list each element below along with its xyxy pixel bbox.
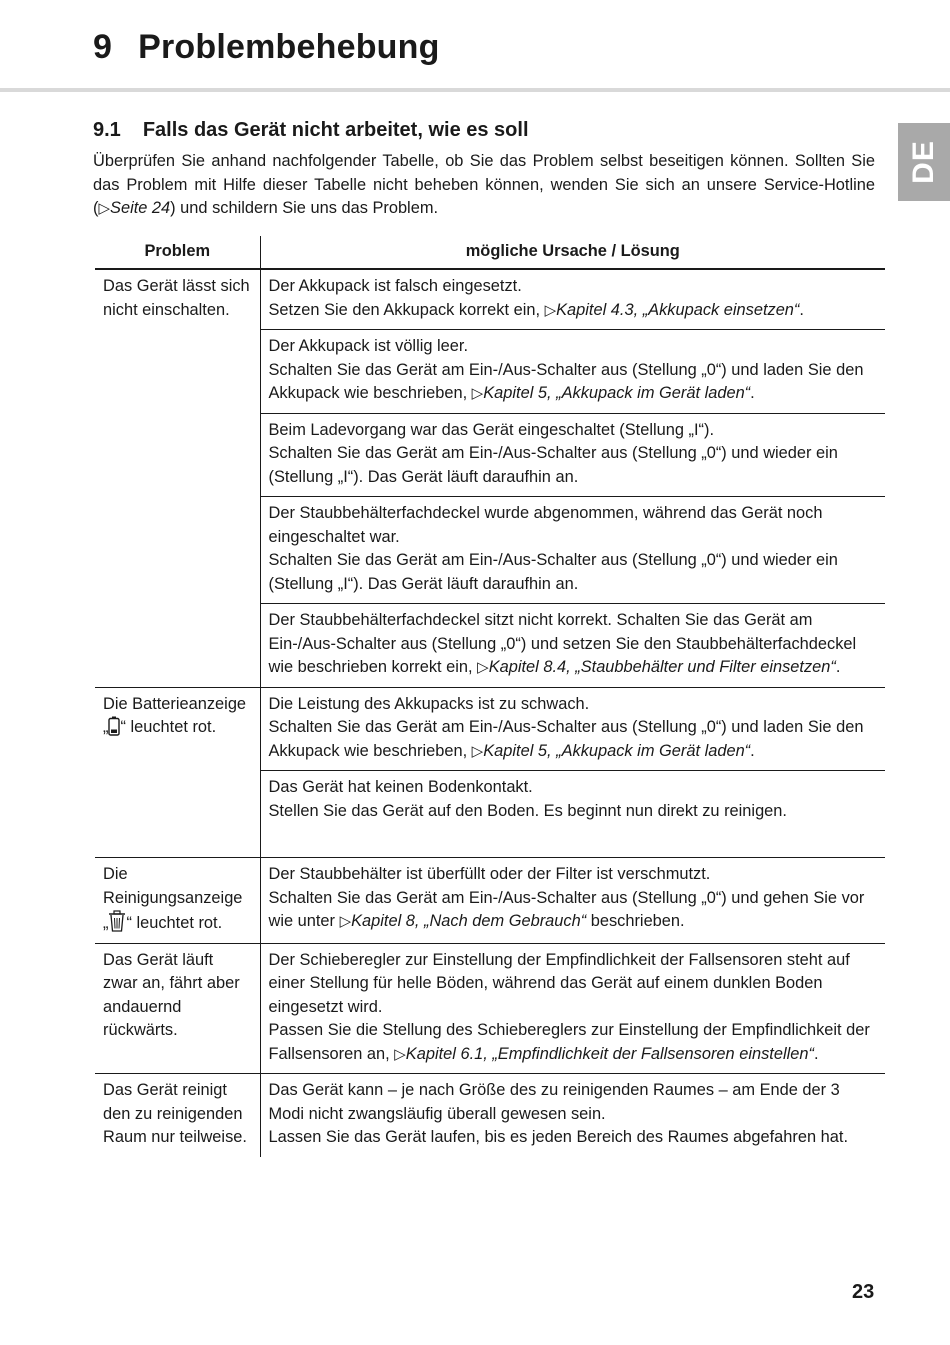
solution-cell: [260, 497, 885, 604]
solution-text: Das Gerät hat keinen Bodenkontakt.: [268, 778, 533, 796]
solution-cell: [260, 330, 885, 414]
solution-text: Der Akkupack ist falsch eingesetzt.: [268, 277, 522, 295]
solution-text: Der Staubbehälter ist überfüllt oder der Filter ist verschmutzt.: [268, 865, 711, 883]
battery-icon: [108, 716, 120, 736]
chapter-reference-text: Kapitel 8, „Nach dem Gebrauch“: [351, 912, 587, 930]
chapter-reference-link[interactable]: [394, 1045, 814, 1063]
intro-text: Überprüfen Sie anhand nachfolgender Tabelle, ob Sie das Problem selbst beseitigen können. Sollten Sie das Problem mit Hilfe dieser Tabelle nicht beheben können, wenden Sie sich an unsere Service-Hotline (: [93, 152, 875, 217]
problem-cell: [95, 687, 260, 858]
section-title-text: Falls das Gerät nicht arbeitet, wie es soll: [142, 119, 529, 141]
chapter-reference-link[interactable]: [472, 384, 750, 402]
chapter-reference-link[interactable]: [545, 301, 800, 319]
trash-bin-icon: [108, 910, 126, 932]
problem-cell: [95, 1074, 260, 1157]
chapter-reference-text: Kapitel 8.4, „Staubbehälter und Filter einsetzen“: [488, 658, 836, 676]
solution-line: [269, 275, 878, 299]
title-divider: [0, 88, 950, 92]
problem-text-before: Die Reinigungsanzeige „: [103, 865, 243, 932]
solution-line: [269, 716, 878, 763]
table-row: [95, 269, 885, 330]
solution-text: Lassen Sie das Gerät laufen, bis es jeden Bereich des Raumes abgefahren hat.: [268, 1128, 848, 1146]
reference-arrow-icon: ▷: [471, 385, 484, 402]
solution-text-end: .: [799, 300, 804, 319]
solution-text-end: beschrieben.: [586, 912, 685, 930]
table-row: [95, 858, 885, 944]
language-tab: [898, 123, 950, 201]
solution-line: [269, 335, 878, 359]
reference-arrow-icon: ▷: [394, 1045, 406, 1063]
solution-line: [269, 863, 878, 887]
chapter-reference-text: Kapitel 5, „Akkupack im Gerät laden“: [483, 384, 751, 402]
column-header-solution: mögliche Ursache / Lösung: [260, 236, 885, 269]
solution-cell: [260, 943, 885, 1074]
solution-line: [269, 299, 878, 323]
solution-text: Das Gerät kann – je nach Größe des zu reinigenden Raumes – am Ende der 3 Modi nicht zwangsläufig überall gewesen sein.: [268, 1081, 840, 1123]
solution-cell: [260, 604, 885, 688]
problem-cell: [95, 269, 260, 687]
problem-text: Das Gerät reinigt den zu reinigenden Raum nur teilweise.: [103, 1081, 247, 1146]
solution-cell: [260, 858, 885, 944]
problem-text-after: “ leuchtet rot.: [126, 914, 223, 932]
page-reference-link[interactable]: [98, 199, 170, 217]
solution-text: Die Leistung des Akkupacks ist zu schwach.: [268, 694, 590, 713]
solution-line: [269, 609, 878, 680]
problem-text: Das Gerät läuft zwar an, fährt aber andauernd rückwärts.: [103, 950, 240, 1039]
chapter-reference-link[interactable]: [340, 912, 587, 930]
solution-text: Setzen Sie den Akkupack korrekt ein,: [268, 300, 545, 319]
table-row: [95, 1074, 885, 1157]
table-body: [95, 269, 885, 1157]
solution-cell: [260, 269, 885, 330]
reference-arrow-icon: ▷: [544, 301, 557, 319]
chapter-reference-link[interactable]: [472, 742, 750, 760]
chapter-reference-text: Kapitel 6.1, „Empfindlichkeit der Fallsensoren einstellen“: [405, 1044, 814, 1063]
solution-text: Der Staubbehälterfachdeckel wurde abgenommen, während das Gerät noch eingeschaltet war.: [268, 504, 823, 546]
solution-line: [269, 800, 878, 824]
solution-text: Der Schieberegler zur Einstellung der Empfindlichkeit der Fallsensoren steht auf einer Stellung für helle Böden, während das Gerät auf einem dunklen Boden eingesetzt wird.: [268, 950, 850, 1016]
intro-paragraph: [93, 150, 875, 221]
section-title: [93, 119, 529, 142]
solution-line: [269, 549, 878, 596]
solution-line: [269, 693, 878, 717]
chapter-number: 9: [93, 28, 113, 66]
solution-line: [269, 419, 878, 443]
chapter-reference-text: Kapitel 5, „Akkupack im Gerät laden“: [483, 741, 751, 760]
troubleshooting-table: [95, 236, 885, 1157]
table-row: [95, 687, 885, 771]
language-tab-label: DE: [907, 140, 940, 184]
page-reference-text: Seite 24: [110, 199, 171, 217]
solution-line: [269, 887, 878, 934]
solution-cell: [260, 1074, 885, 1157]
solution-line: [269, 949, 878, 1020]
solution-cell: [260, 771, 885, 858]
problem-cell: [95, 858, 260, 944]
solution-text-end: .: [813, 1044, 819, 1063]
solution-text: Schalten Sie das Gerät am Ein-/Aus-Schalter aus (Stellung „0“) und laden Sie den Akkupack wie beschrieben,: [268, 718, 864, 760]
chapter-title-text: Problembehebung: [138, 28, 440, 66]
solution-text: Passen Sie die Stellung des Schiebereglers zur Einstellung der Empfindlichkeit der Fallsensoren an,: [268, 1021, 870, 1063]
solution-line: [269, 502, 878, 549]
problem-text: Das Gerät lässt sich nicht einschalten.: [103, 277, 250, 319]
solution-line: [269, 1126, 878, 1150]
table-row: [95, 943, 885, 1074]
solution-text: Schalten Sie das Gerät am Ein-/Aus-Schalter aus (Stellung „0“) und wieder ein (Stellung „I“). Das Gerät läuft daraufhin an.: [268, 551, 838, 593]
intro-text-end: ) und schildern Sie uns das Problem.: [170, 199, 439, 217]
solution-cell: [260, 687, 885, 771]
solution-text: Der Akkupack ist völlig leer.: [268, 337, 469, 355]
problem-text-after: “ leuchtet rot.: [120, 718, 217, 736]
problem-text: [103, 693, 252, 740]
problem-cell: [95, 943, 260, 1074]
solution-line: [269, 776, 878, 800]
solution-text-end: .: [835, 658, 841, 676]
column-header-problem: Problem: [95, 236, 260, 269]
reference-arrow-icon: ▷: [339, 913, 352, 930]
problem-text-before: Die Batterieanzeige „: [103, 694, 247, 736]
solution-text-end: .: [750, 741, 755, 760]
solution-text: Schalten Sie das Gerät am Ein-/Aus-Schalter aus (Stellung „0“) und laden Sie den Akkupack wie beschrieben,: [268, 360, 864, 402]
chapter-title: [93, 28, 440, 67]
problem-text: [103, 863, 252, 936]
solution-text: Schalten Sie das Gerät am Ein-/Aus-Schalter aus (Stellung „0“) und gehen Sie vor wie unter: [268, 888, 865, 930]
solution-cell: [260, 413, 885, 497]
solution-text-end: .: [750, 384, 755, 402]
solution-text: Stellen Sie das Gerät auf den Boden. Es beginnt nun direkt zu reinigen.: [268, 801, 787, 820]
reference-arrow-icon: ▷: [98, 200, 111, 217]
solution-text: Schalten Sie das Gerät am Ein-/Aus-Schalter aus (Stellung „0“) und wieder ein (Stellung „I“). Das Gerät läuft daraufhin an.: [268, 444, 838, 486]
solution-line: [269, 359, 878, 406]
solution-line: [269, 442, 878, 489]
table-header-row: [95, 236, 885, 269]
solution-line: [269, 1019, 878, 1066]
solution-text: Der Staubbehälterfachdeckel sitzt nicht korrekt. Schalten Sie das Gerät am Ein-/Aus-Schalter aus (Stellung „0“) und setzen Sie den Staubbehälterfachdeckel wie beschrieben korrekt ein,: [268, 611, 857, 676]
page-number: 23: [852, 1281, 875, 1303]
solution-text: Beim Ladevorgang war das Gerät eingeschaltet (Stellung „I“).: [268, 420, 715, 439]
chapter-reference-text: Kapitel 4.3, „Akkupack einsetzen“: [556, 300, 800, 319]
chapter-reference-link[interactable]: [477, 658, 836, 676]
section-number: 9.1: [93, 119, 121, 141]
solution-line: [269, 1079, 878, 1126]
reference-arrow-icon: ▷: [477, 659, 489, 676]
reference-arrow-icon: ▷: [471, 742, 484, 760]
